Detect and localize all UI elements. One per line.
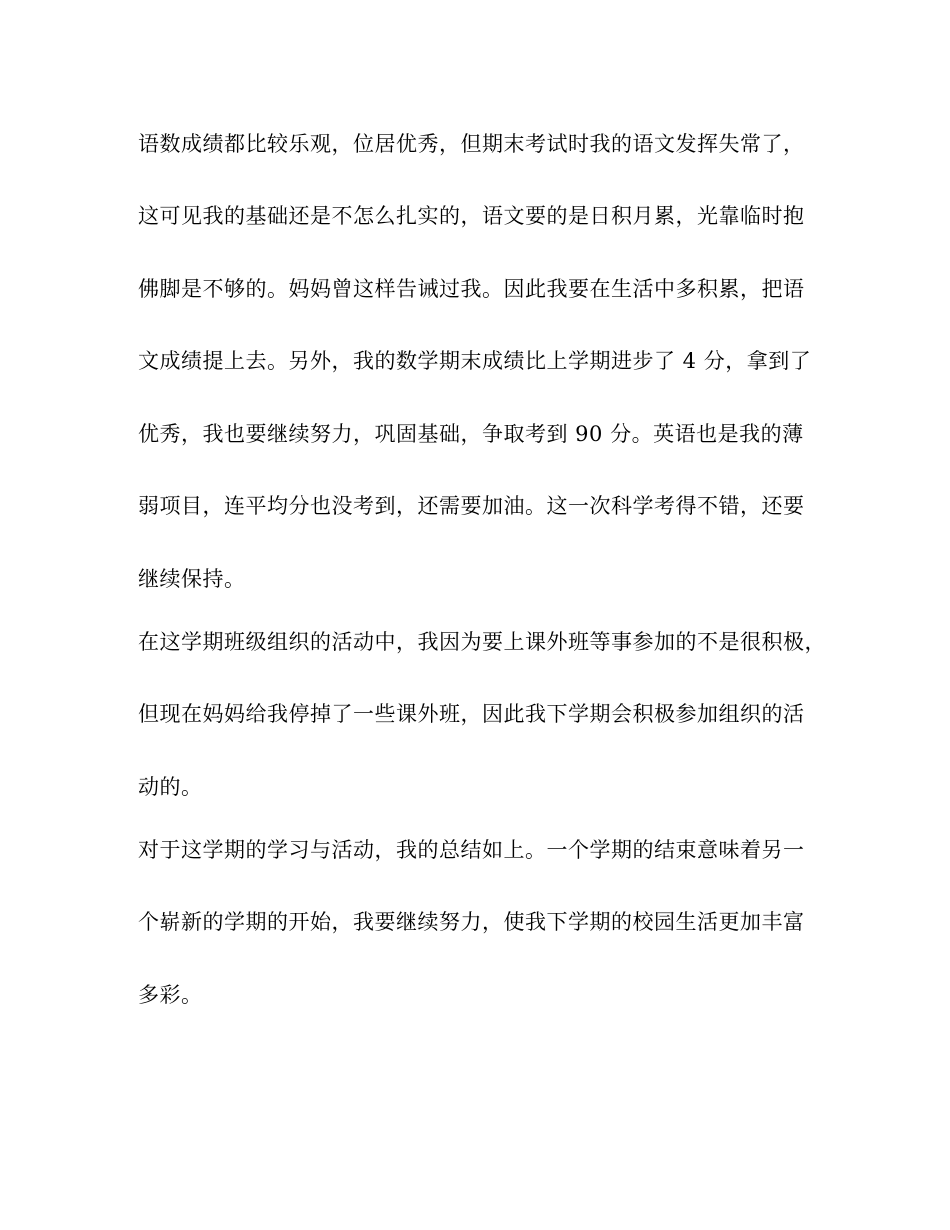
text-line: 语数成绩都比较乐观，位居优秀，但期末考试时我的语文发挥失常了，	[138, 132, 805, 156]
text-line: 佛脚是不够的。妈妈曾这样告诫过我。因此我要在生活中多积累，把语	[138, 277, 805, 301]
text-line: 在这学期班级组织的活动中，我因为要上课外班等事参加的不是很积极，	[138, 630, 826, 654]
text-line: 动的。	[138, 775, 203, 799]
text-line: 这可见我的基础还是不怎么扎实的，语文要的是日积月累，光靠临时抱	[138, 204, 805, 228]
text-line: 但现在妈妈给我停掉了一些课外班，因此我下学期会积极参加组织的活	[138, 702, 805, 726]
text-line: 继续保持。	[138, 567, 246, 591]
text-line: 优秀，我也要继续努力，巩固基础，争取考到 90 分。英语也是我的薄	[138, 422, 804, 446]
text-line: 个崭新的学期的开始，我要继续努力，使我下学期的校园生活更加丰富	[138, 910, 805, 934]
text-line: 弱项目，连平均分也没考到，还需要加油。这一次科学考得不错，还要	[138, 494, 805, 518]
text-line: 多彩。	[138, 983, 203, 1007]
text-line: 文成绩提上去。另外，我的数学期末成绩比上学期进步了 4 分，拿到了	[138, 349, 812, 373]
text-line: 对于这学期的学习与活动，我的总结如上。一个学期的结束意味着另一	[138, 838, 805, 862]
